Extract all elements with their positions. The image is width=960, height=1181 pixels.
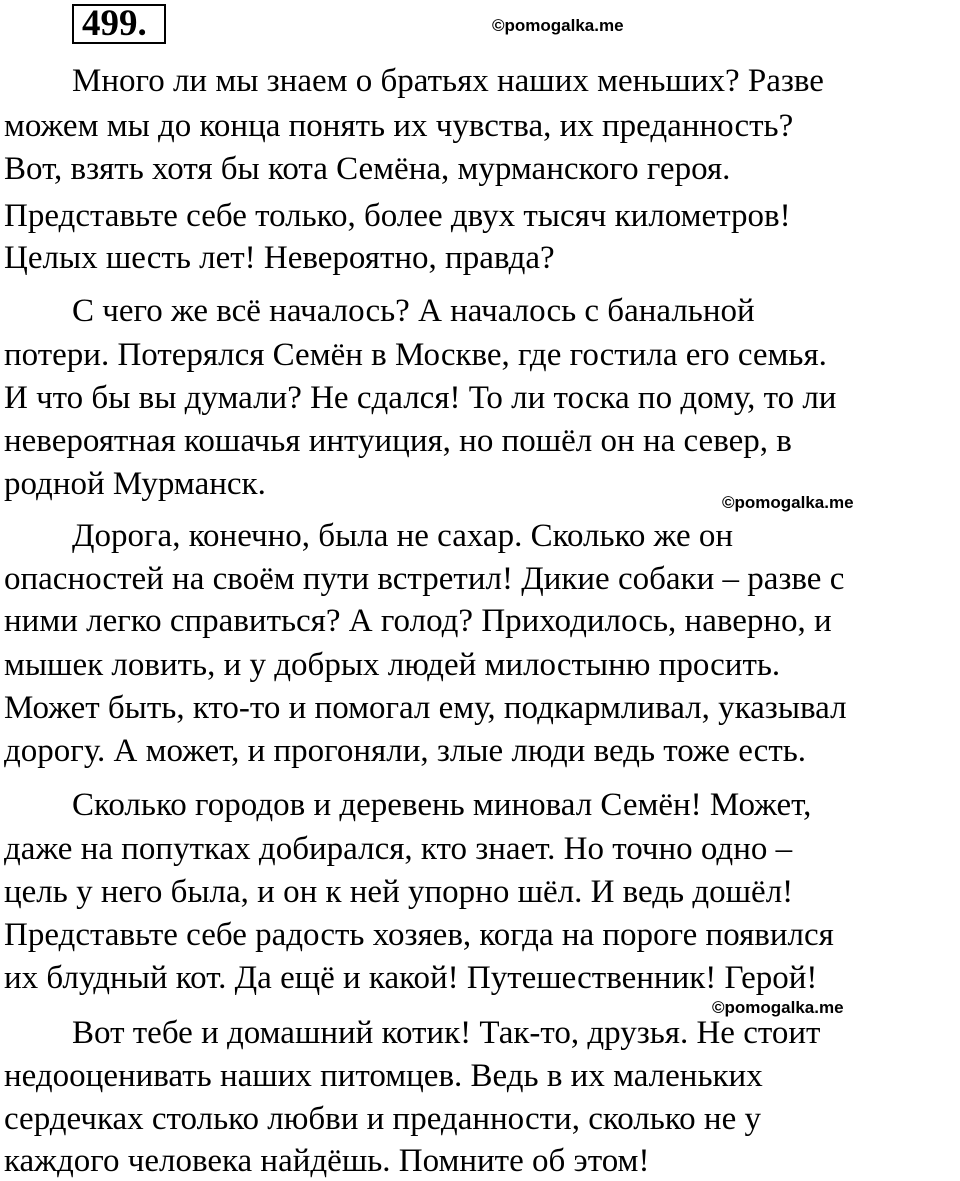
text-line: потери. Потерялся Семён в Москве, где гостила его семья. [4,337,827,373]
text-line: невероятная кошачья интуиция, но пошёл он на север, в [4,423,792,459]
text-line: можем мы до конца понять их чувства, их преданность? [4,108,794,144]
text-line: Вот, взять хотя бы кота Семёна, мурманского героя. [4,151,731,187]
text-line: И что бы вы думали? Не сдался! То ли тоска по дому, то ли [4,380,837,416]
text-line: Целых шесть лет! Невероятно, правда? [4,240,555,276]
watermark: ©pomogalka.me [722,493,854,512]
exercise-number: 499. [72,4,166,44]
text-line: мышек ловить, и у добрых людей милостыню просить. [4,647,781,683]
text-line: Представьте себе только, более двух тысяч километров! [4,198,791,234]
text-line: даже на попутках добирался, кто знает. Но точно одно – [4,831,793,867]
text-line: Может быть, кто-то и помогал ему, подкармливал, указывал [4,690,847,726]
text-line: опасностей на своём пути встретил! Дикие собаки – разве с [4,561,845,597]
text-line: Представьте себе радость хозяев, когда на пороге появился [4,917,834,953]
text-line: дорогу. А может, и прогоняли, злые люди ведь тоже есть. [4,733,807,769]
text-line: ними легко справиться? А голод? Приходилось, наверно, и [4,603,832,639]
text-line: С чего же всё началось? А началось с банальной [72,293,755,329]
text-line: их блудный кот. Да ещё и какой! Путешественник! Герой! [4,960,818,996]
text-line: цель у него была, и он к ней упорно шёл. И ведь дошёл! [4,874,794,910]
watermark: ©pomogalka.me [492,16,624,35]
watermark: ©pomogalka.me [712,998,844,1017]
text-line: родной Мурманск. [4,466,266,502]
text-line: Вот тебе и домашний котик! Так-то, друзья. Не стоит [72,1015,821,1051]
text-line: Дорога, конечно, была не сахар. Сколько же он [72,518,734,554]
text-line: сердечках столько любви и преданности, сколько не у [4,1101,761,1137]
text-line: Много ли мы знаем о братьях наших меньших? Разве [72,63,824,99]
text-line: Сколько городов и деревень миновал Семён! Может, [72,787,812,823]
text-line: недооценивать наших питомцев. Ведь в их маленьких [4,1058,763,1094]
text-line: каждого человека найдёшь. Помните об этом! [4,1143,650,1179]
